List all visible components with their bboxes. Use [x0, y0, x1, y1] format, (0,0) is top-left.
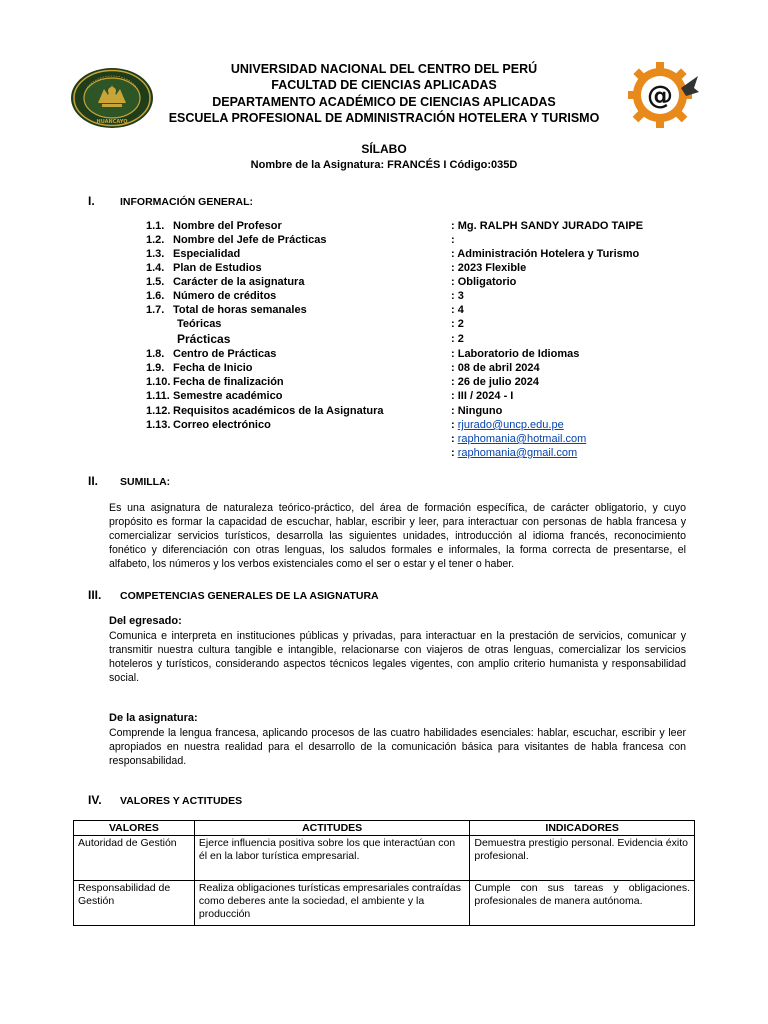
egresado-paragraph: Comunica e interpreta en instituciones públicas y privadas, para interactuar en la prestación de servicios, comunicar y transmitir nuestra cultura tangible e intangible, relacionarse con viajeros de otras lenguas, comercializar los servicios hoteleros y turísticos, considerando aspectos técnicos legales vigentes, con amplio criterio humanista y responsabilidad social. [109, 630, 686, 684]
seal-bottom-text: HUANCAYO [96, 119, 128, 125]
university-name: UNIVERSIDAD NACIONAL DEL CENTRO DEL PERÚ [230, 62, 538, 76]
info-row-text: Requisitos académicos de la Asignatura [173, 405, 384, 417]
info-row-label [146, 219, 282, 233]
faculty-name: FACULTAD DE CIENCIAS APLICADAS [271, 78, 497, 92]
document-title: SÍLABO [361, 142, 407, 156]
info-row-number: 1.4. [146, 262, 165, 274]
info-row-value: : 08 de abril 2024 [451, 362, 540, 374]
section-1-title: INFORMACIÓN GENERAL: [120, 196, 253, 208]
info-row-value: : Obligatorio [451, 276, 517, 288]
info-row-value: : 3 [451, 290, 464, 302]
info-row-value: : 2 [451, 318, 464, 330]
info-row-label [146, 233, 326, 247]
sumilla-paragraph: Es una asignatura de naturaleza teórico-práctico, del área de formación específica, de carácter obligatorio, y cuyo propósito es formar la capacidad de escuchar, hablar, escribir y leer, para interactuar con personas de habla francesa y comercializar servicios turísticos, desarrolla las siguientes unidades, introducción al idioma francés, reconocimiento fonético y diferenciación con otras lenguas, los saludos formales e informales, la forma correcta de presentarse, el alfabeto, los números y los verbos existenciales como el ser o estar y el tener o haber. [109, 502, 686, 570]
section-2-number: II. [88, 474, 99, 488]
table-row [74, 881, 695, 926]
table-cell: Realiza obligaciones turísticas empresariales contraídas como deberes ante la sociedad, el ambiente y la producción [194, 881, 469, 926]
info-row-label [146, 289, 276, 303]
section-3-number: III. [88, 588, 102, 602]
info-row-label [146, 303, 307, 317]
info-row-number: 1.8. [146, 348, 165, 360]
info-row-value: : [451, 234, 455, 246]
at-symbol-icon: @ [647, 81, 673, 111]
table-cell: Ejerce influencia positiva sobre los que interactúan con él en la labor turística empresarial. [194, 836, 469, 881]
info-row-label [146, 332, 230, 347]
info-row-text: Nombre del Profesor [173, 220, 282, 232]
table-header-row [74, 821, 695, 836]
info-row-value: : 2 [451, 333, 464, 345]
info-row-text: Fecha de finalización [173, 376, 284, 388]
info-row-value: : Ninguno [451, 405, 503, 417]
school-name: ESCUELA PROFESIONAL DE ADMINISTRACIÓN HOTELERA Y TURISMO [168, 111, 600, 125]
email-line-2: : raphomania@hotmail.com [451, 433, 587, 445]
section-2-title: SUMILLA: [120, 476, 171, 488]
info-row-text: Semestre académico [173, 390, 283, 402]
info-row-label [146, 361, 252, 375]
info-row-value: : 4 [451, 304, 464, 316]
header-valores: VALORES [74, 821, 195, 836]
info-row-value: : III / 2024 - I [451, 390, 514, 402]
info-row-text: Centro de Prácticas [173, 348, 277, 360]
email-link-hotmail[interactable]: raphomania@hotmail.com [457, 433, 587, 445]
info-row-label [146, 375, 284, 389]
section-1-number: I. [88, 194, 95, 208]
info-row-value: : 26 de julio 2024 [451, 376, 540, 388]
table-cell: Cumple con sus tareas y obligaciones. profesionales de manera autónoma. [470, 881, 695, 926]
info-row-value: : Mg. RALPH SANDY JURADO TAIPE [451, 220, 644, 232]
info-row-text: Especialidad [173, 248, 241, 260]
section-4-title: VALORES Y ACTITUDES [120, 795, 243, 807]
info-row-number: 1.13. [146, 419, 171, 431]
header-indicadores: INDICADORES [470, 821, 695, 836]
subject-line: Nombre de la Asignatura: FRANCÉS I Código:035D [250, 159, 518, 171]
info-row-number: 1.12. [146, 405, 171, 417]
info-row-number: 1.6. [146, 290, 165, 302]
email-link-uncp[interactable]: rjurado@uncp.edu.pe [457, 419, 564, 431]
info-row-text: Plan de Estudios [173, 262, 262, 274]
table-cell: Autoridad de Gestión [74, 836, 195, 881]
asignatura-heading: De la asignatura: [109, 712, 198, 724]
info-row-text: Fecha de Inicio [173, 362, 253, 374]
info-row-text: Correo electrónico [173, 419, 271, 431]
info-row-label [146, 261, 262, 275]
table-cell: Demuestra prestigio personal. Evidencia éxito profesional. [470, 836, 695, 881]
info-row-text: Carácter de la asignatura [173, 276, 305, 288]
info-row-text: Prácticas [177, 332, 231, 346]
info-row-label [146, 404, 384, 418]
table-cell: Responsabilidad de Gestión [74, 881, 195, 926]
info-row-number: 1.11. [146, 390, 170, 402]
info-row-number: 1.5. [146, 276, 165, 288]
department-name: DEPARTAMENTO ACADÉMICO DE CIENCIAS APLICADAS [212, 95, 556, 109]
info-row-number: 1.7. [146, 304, 165, 316]
info-row-label [146, 418, 271, 432]
info-row-label [146, 389, 282, 403]
info-row-text: Total de horas semanales [173, 304, 307, 316]
info-row-value: : Administración Hotelera y Turismo [451, 248, 640, 260]
email-link-gmail[interactable]: raphomania@gmail.com [457, 447, 578, 459]
asignatura-paragraph: Comprende la lengua francesa, aplicando procesos de las cuatro habilidades esenciales: hablar, escuchar, escribir y leer apropiados en nuestra realidad para el desarrollo de la comunicación básica para visitantes de habla francesa con responsabilidad. [109, 727, 686, 767]
info-row-number: 1.2. [146, 234, 165, 246]
info-row-text: Teóricas [177, 318, 222, 330]
info-row-label [146, 347, 276, 361]
info-row-label [146, 275, 304, 289]
egresado-heading: Del egresado: [109, 615, 182, 627]
info-row-number: 1.10. [146, 376, 171, 388]
info-row-text: Nombre del Jefe de Prácticas [173, 234, 327, 246]
info-row-label [146, 317, 221, 331]
info-row-text: Número de créditos [173, 290, 277, 302]
info-row-number: 1.3. [146, 248, 165, 260]
info-row-label [146, 247, 240, 261]
email-line-1: : rjurado@uncp.edu.pe [451, 419, 564, 431]
info-row-value: : Laboratorio de Idiomas [451, 348, 580, 360]
info-row-value: : 2023 Flexible [451, 262, 527, 274]
info-row-number: 1.9. [146, 362, 165, 374]
table-row [74, 836, 695, 881]
header-actitudes: ACTITUDES [194, 821, 469, 836]
section-4-number: IV. [88, 793, 102, 807]
email-line-3: : raphomania@gmail.com [451, 447, 578, 459]
section-3-title: COMPETENCIAS GENERALES DE LA ASIGNATURA [120, 590, 379, 602]
values-table [73, 820, 695, 926]
info-row-number: 1.1. [146, 220, 165, 232]
